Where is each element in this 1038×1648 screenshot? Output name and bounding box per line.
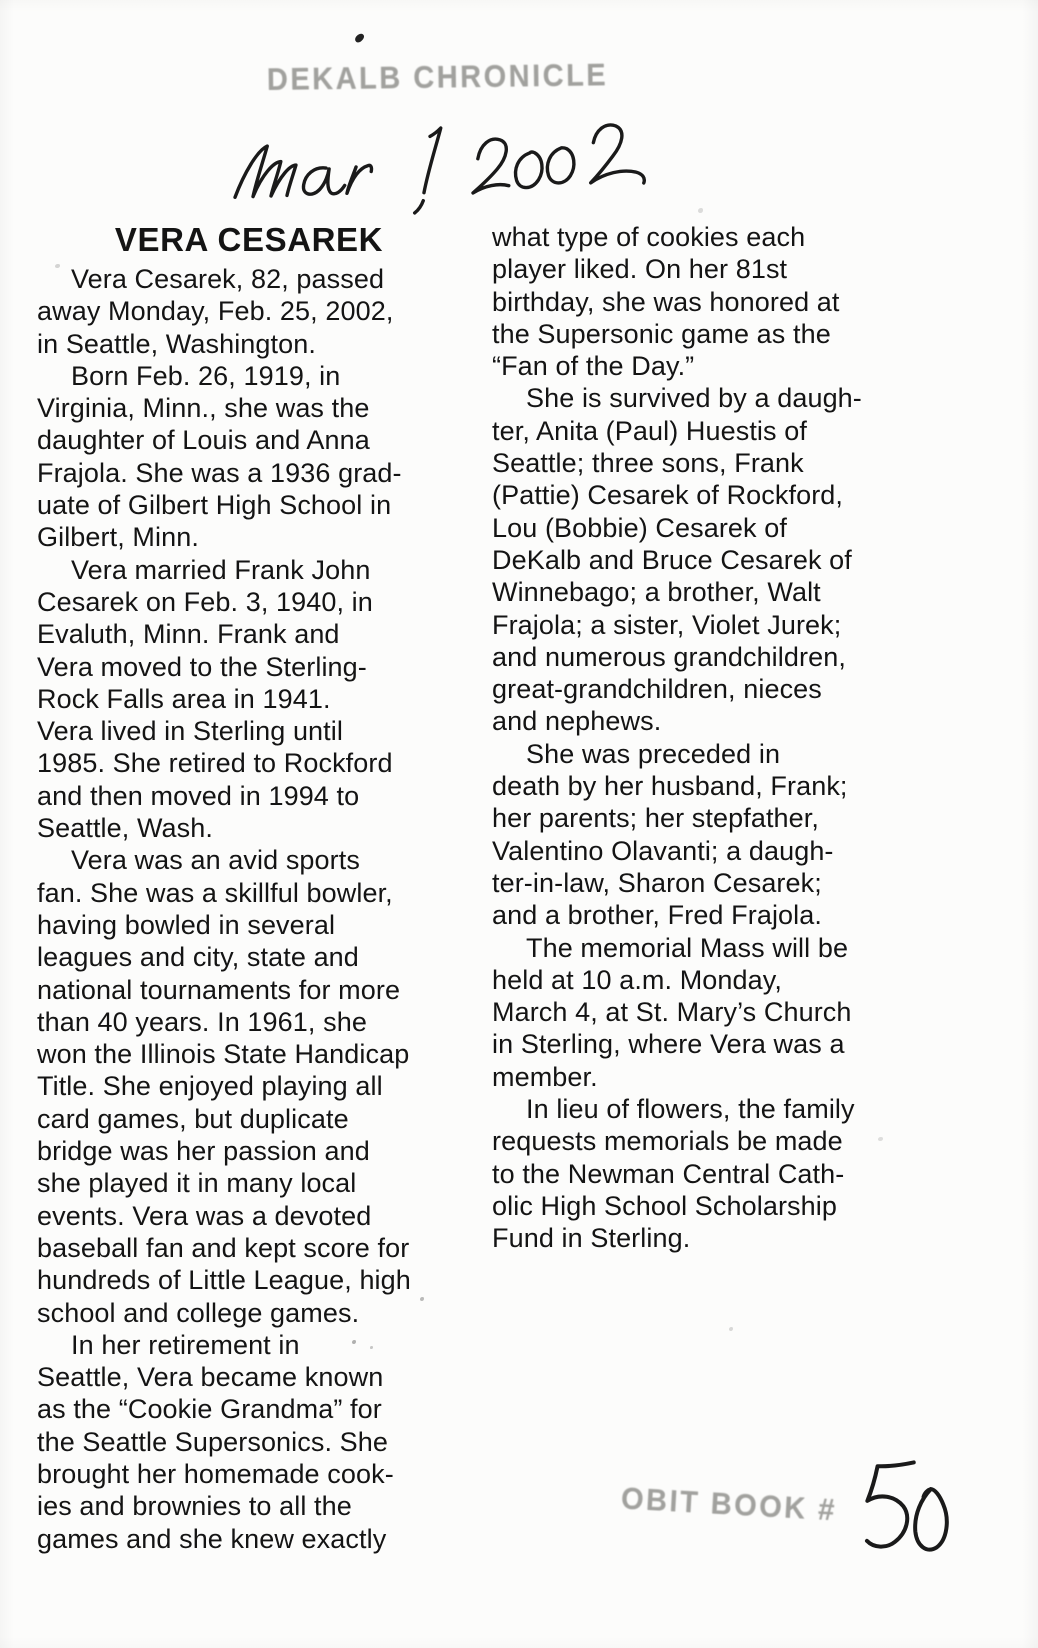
ink-speck (729, 1327, 733, 1331)
left-column (37, 221, 461, 1555)
paragraph: Born Feb. 26, 1919, in Virginia, Minn., she was the daughter of Louis and Anna Frajola. She was a 1936 grad- uate of Gilbert High School in Gilbert, Minn. (37, 360, 402, 553)
left-column-text (37, 263, 461, 1555)
newspaper-name-stamp: DEKALB CHRONICLE (266, 58, 609, 98)
handwritten-obit-book-number (846, 1454, 954, 1570)
paragraph: She is survived by a daugh- ter, Anita (Paul) Huestis of Seattle; three sons, Frank (Pattie) Cesarek of Rockford, Lou (Bobbie) Cesarek of DeKalb and Bruce Cesarek of Winnebago; a brother, Walt Frajola; a sister, Violet Jurek; and numerous grandchildren, great-grandchildren, nieces and nephews. (492, 383, 862, 737)
obit-book-stamp: OBIT BOOK # (620, 1482, 838, 1528)
paragraph: She was preceded in death by her husband, Frank; her parents; her stepfather, Valentino Olavanti; a daugh- ter-in-law, Sharon Cesarek; and a brother, Fred Frajola. (492, 738, 848, 931)
handwritten-date (224, 102, 660, 225)
ink-speck (698, 208, 703, 213)
paragraph: In lieu of flowers, the family requests memorials be made to the Newman Central Cath- olic High School Scholarship Fund in Sterling. (492, 1094, 855, 1254)
paragraph: Vera married Frank John Cesarek on Feb. 3, 1940, in Evaluth, Minn. Frank and Vera moved to the Sterling- Rock Falls area in 1941. Vera lived in Sterling until 1985. She retired to Rockford and then moved in 1994 to Seattle, Wash. (37, 554, 393, 844)
paragraph: In her retirement in Seattle, Vera became known as the “Cookie Grandma” for the Seattle Supersonics. She brought her homemade cook- ies and brownies to all the games and she knew exactly (37, 1329, 394, 1554)
right-column (492, 221, 926, 1255)
paragraph: what type of cookies each player liked. On her 81st birthday, she was honored at the Supersonic game as the “Fan of the Day.” (492, 222, 840, 382)
paragraph: Vera was an avid sports fan. She was a skillful bowler, having bowled in several leagues and city, state and national tournaments for more than 40 years. In 1961, she won the Illinois State Handicap Title. She enjoyed playing all card games, but duplicate bridge was her passion and she played it in many local events. Vera was a devoted baseball fan and kept score for hundreds of Little League, high school and college games. (37, 845, 411, 1328)
paragraph: The memorial Mass will be held at 10 a.m. Monday, March 4, at St. Mary’s Church in Sterling, where Vera was a member. (492, 932, 852, 1092)
paragraph: Vera Cesarek, 82, passed away Monday, Feb. 25, 2002, in Seattle, Washington. (37, 264, 394, 359)
obituary-title: VERA CESAREK (114, 221, 384, 258)
ink-speck (354, 32, 366, 44)
right-column-text (492, 221, 926, 1255)
